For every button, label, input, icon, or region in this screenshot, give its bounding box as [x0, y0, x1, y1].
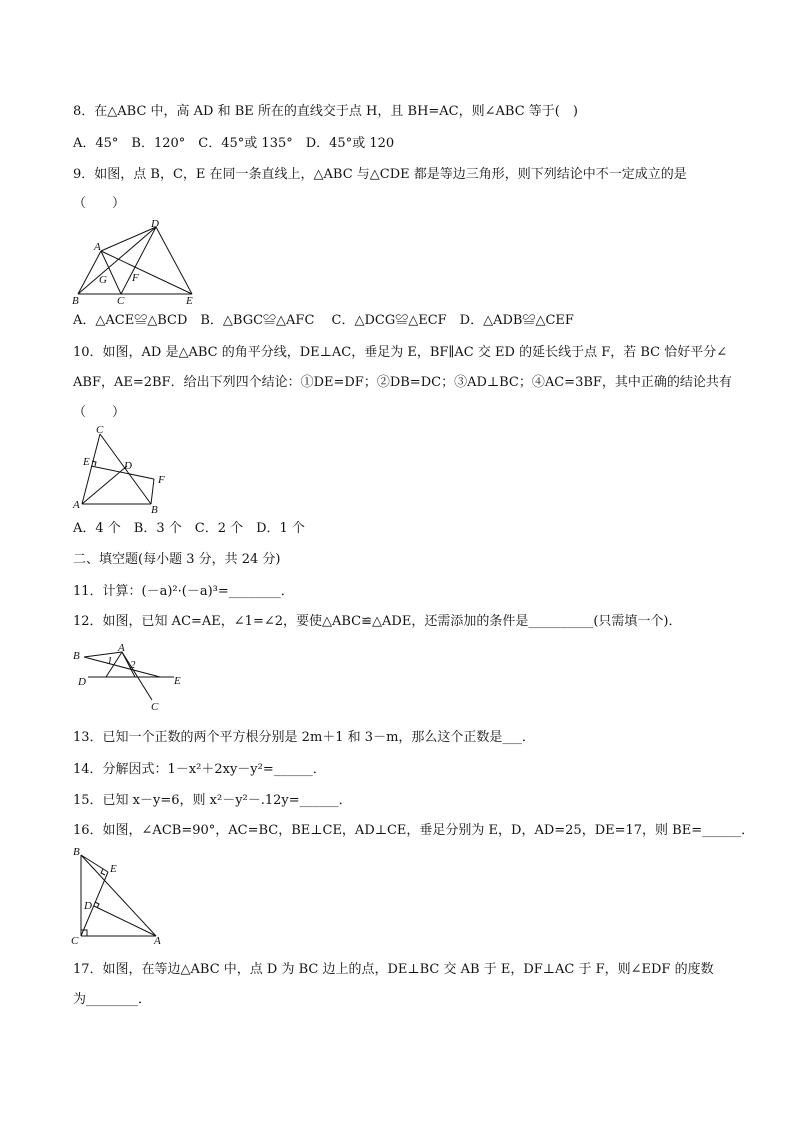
- q15: 15．已知 x－y=6，则 x²－y²－.12y=______．: [73, 793, 352, 808]
- q12-label-e: E: [174, 675, 181, 687]
- q12-figure: [70, 640, 190, 712]
- q8-stem: 8．在△ABC 中，高 AD 和 BE 所在的直线交于点 H，且 BH=AC，则∠ABC 等于( ): [73, 104, 578, 119]
- q12-label-b: B: [73, 650, 80, 662]
- q9-label-a: A: [94, 241, 101, 253]
- q9-label-f: F: [132, 272, 139, 284]
- q16-label-e: E: [110, 863, 117, 875]
- q10-stem-2: ABF，AE=2BF．给出下列四个结论：①DE=DF；②DB=DC；③AD⊥BC；④AC=3BF，其中正确的结论共有: [73, 375, 732, 390]
- q9-stem: 9．如图，点 B，C，E 在同一条直线上，△ABC 与△CDE 都是等边三角形，则下列结论中不一定成立的是: [73, 167, 687, 182]
- q16-stem: 16．如图，∠ACB=90°，AC=BC，BE⊥CE，AD⊥CE，垂足分别为 E，D，AD=25，DE=17，则 BE=______．: [73, 823, 755, 838]
- section-2-heading: 二、填空题(每小题 3 分，共 24 分): [73, 552, 281, 567]
- q13: 13．已知一个正数的两个平方根分别是 2m＋1 和 3－m，那么这个正数是___．: [73, 730, 535, 745]
- q16-figure: [70, 844, 170, 948]
- q16-label-c: C: [71, 935, 79, 947]
- q16-label-a: A: [154, 935, 161, 947]
- q9-options: A．△ACE≌△BCD B．△BGC≌△AFC C．△DCG≌△ECF D．△ADB≌△CEF: [73, 313, 574, 328]
- q10-label-f: F: [158, 474, 165, 486]
- q16-label-b: B: [73, 846, 80, 858]
- q12-label-d: D: [78, 676, 86, 688]
- q8-options: A．45° B．120° C．45°或 135° D．45°或 120: [73, 136, 395, 151]
- q9-label-g: G: [99, 274, 107, 286]
- q9-label-c: C: [117, 295, 125, 306]
- q9-figure: [70, 218, 210, 306]
- q12-label-c: C: [151, 701, 159, 712]
- q10-figure: [70, 424, 180, 514]
- q10-stem-1: 10．如图，AD 是△ABC 的角平分线，DE⊥AC，垂足为 E，BF∥AC 交 ED 的延长线于点 F，若 BC 恰好平分∠: [73, 345, 728, 360]
- q12-label-1: 1: [107, 655, 113, 667]
- q10-label-b: B: [151, 504, 158, 514]
- q14: 14．分解因式：1－x²＋2xy－y²=______．: [73, 762, 326, 777]
- q11: 11．计算：(－a)²·(－a)³=________．: [73, 584, 294, 599]
- q16-label-d: D: [84, 900, 92, 912]
- q10-label-e: E: [83, 456, 90, 468]
- q10-label-a: A: [73, 499, 80, 511]
- q17-line-1: 17．如图，在等边△ABC 中，点 D 为 BC 边上的点，DE⊥BC 交 AB 于 E，DF⊥AC 于 F，则∠EDF 的度数: [73, 962, 714, 977]
- q9-label-d: D: [151, 218, 159, 230]
- q9-paren: （ ）: [73, 196, 126, 211]
- q12-stem: 12．如图，已知 AC=AE，∠1=∠2，要使△ABC≌△ADE，还需添加的条件是__________(只需填一个)．: [73, 614, 682, 629]
- q9-label-e: E: [186, 295, 193, 306]
- q12-label-a: A: [118, 642, 125, 654]
- q10-label-d: D: [124, 460, 132, 472]
- q10-paren: （ ）: [73, 405, 126, 420]
- q10-options: A．4 个 B．3 个 C．2 个 D．1 个: [73, 521, 305, 536]
- q10-label-c: C: [96, 424, 104, 436]
- q12-label-2: 2: [130, 659, 136, 671]
- q17-line-2: 为________．: [73, 992, 152, 1007]
- q9-label-b: B: [72, 295, 79, 306]
